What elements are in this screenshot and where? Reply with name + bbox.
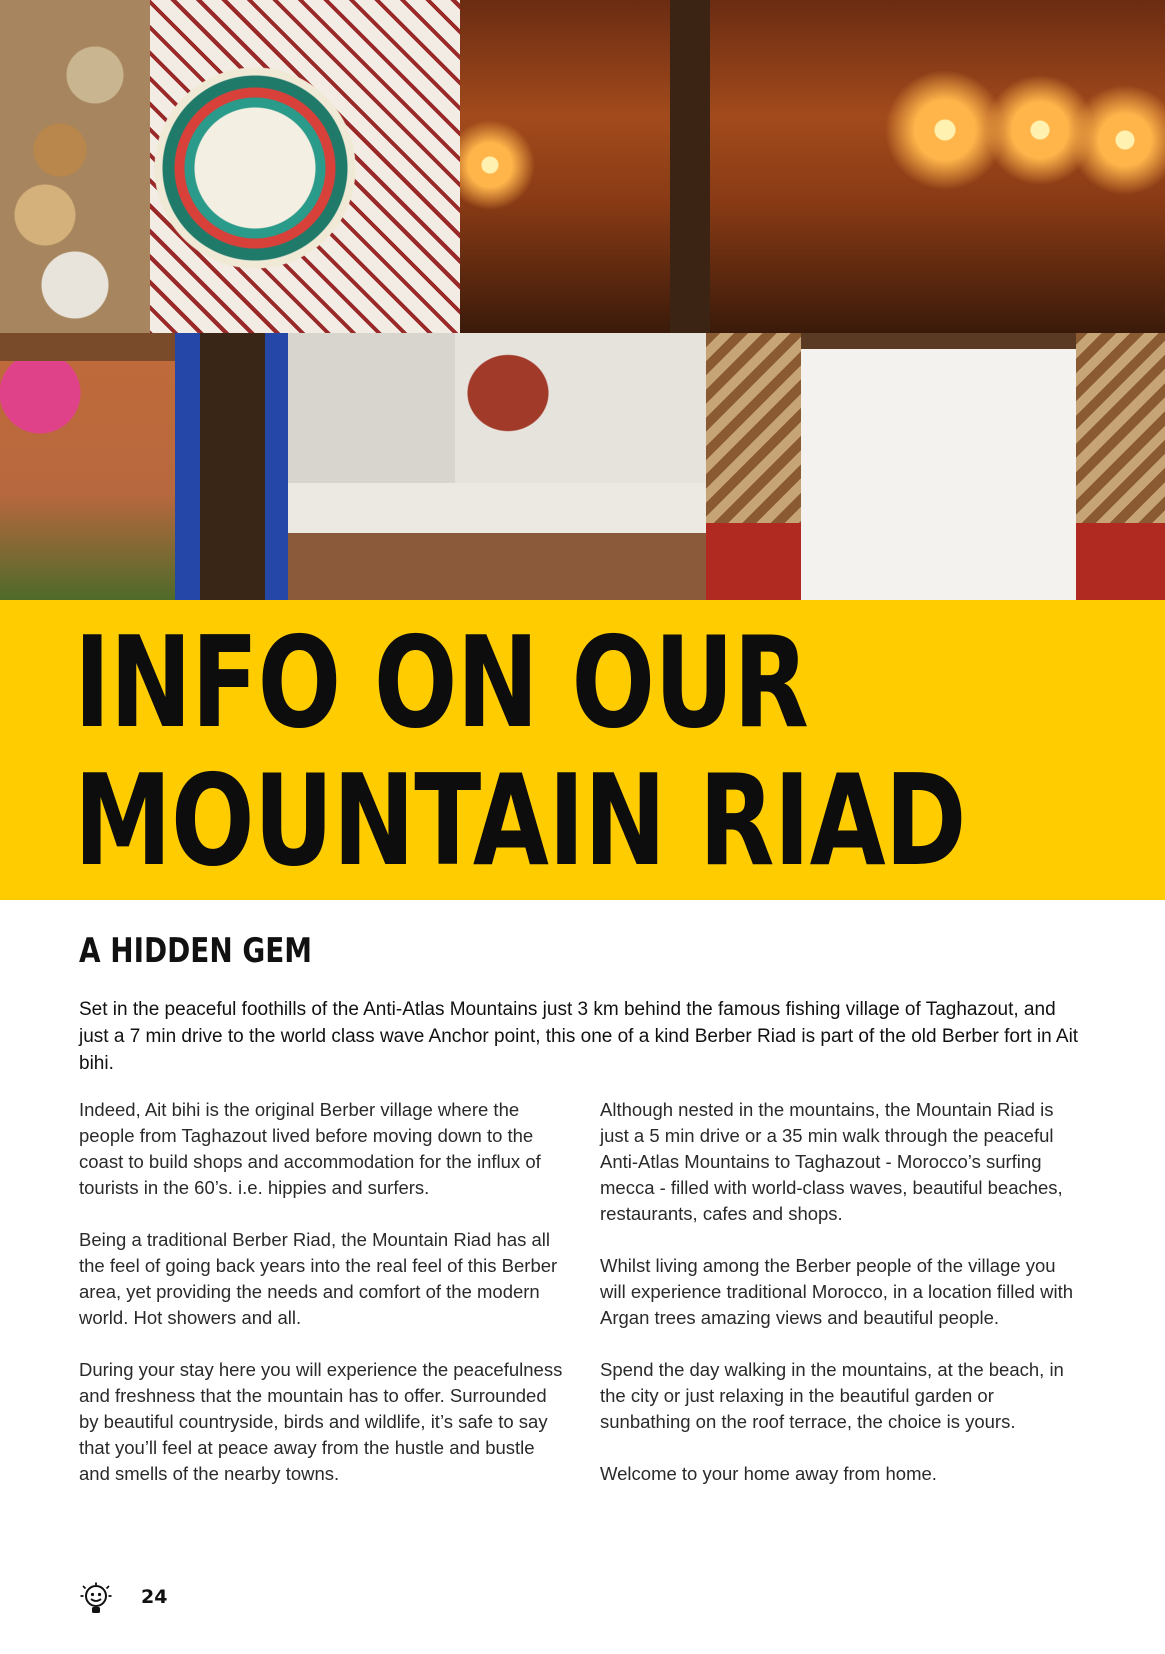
lightbulb-face-icon	[80, 1582, 112, 1616]
right-paragraph-1: Although nested in the mountains, the Mountain Riad is just a 5 min drive or a 35 min walk through the peaceful Anti-Atlas Mountains to Taghazout - Morocco’s surfing mecca - filled with world-class waves, beautiful beaches, restaurants, cafes and shops.	[600, 1099, 1063, 1224]
left-paragraph-1: Indeed, Ait bihi is the original Berber village where the people from Taghazout lived before moving down to the coast to build shops and accommodation for the influx of tourists in the 60’s. i.e. hippies and surfers.	[79, 1099, 541, 1198]
page-number: 24	[141, 1586, 168, 1608]
title-band	[0, 600, 1165, 900]
page-title-line-1: INFO ON OUR	[74, 609, 809, 756]
right-paragraph-2: Whilst living among the Berber people of the village you will experience traditional Morocco, in a location filled with Argan trees amazing views and beautiful people.	[600, 1255, 1074, 1328]
left-paragraph-3: During your stay here you will experience the peacefulness and freshness that the mountain has to offer. Surrounded by beautiful countryside, birds and wildlife, it’s safe to say that you’ll feel at peace away from the hustle and bustle and smells of the nearby towns.	[79, 1359, 563, 1484]
bedroom-photo	[288, 333, 706, 600]
left-column	[79, 1097, 564, 1513]
intro-paragraph: Set in the peaceful foothills of the Anti-Atlas Mountains just 3 km behind the famous fishing village of Taghazout, and just a 7 min drive to the world class wave Anchor point, this one of a kind Berber Riad is part of the old Berber fort in Ait bihi.	[79, 999, 1079, 1074]
page-title-line-2: MOUNTAIN RIAD	[74, 747, 966, 894]
breakfast-photo	[0, 0, 460, 333]
right-paragraph-4: Welcome to your home away from home.	[600, 1463, 937, 1484]
courtyard-photo	[460, 0, 1165, 333]
hallway-photo	[706, 333, 1165, 600]
right-paragraph-3: Spend the day walking in the mountains, at the beach, in the city or just relaxing in the beautiful garden or sunbathing on the roof terrace, the choice is yours.	[600, 1359, 1064, 1432]
section-subtitle: A HIDDEN GEM	[79, 931, 313, 971]
left-paragraph-2: Being a traditional Berber Riad, the Mountain Riad has all the feel of going back years into the real feel of this Berber area, yet providing the needs and comfort of the modern world. Hot showers and all.	[79, 1229, 558, 1328]
right-column	[600, 1097, 1085, 1513]
blue-door-photo	[0, 333, 288, 600]
